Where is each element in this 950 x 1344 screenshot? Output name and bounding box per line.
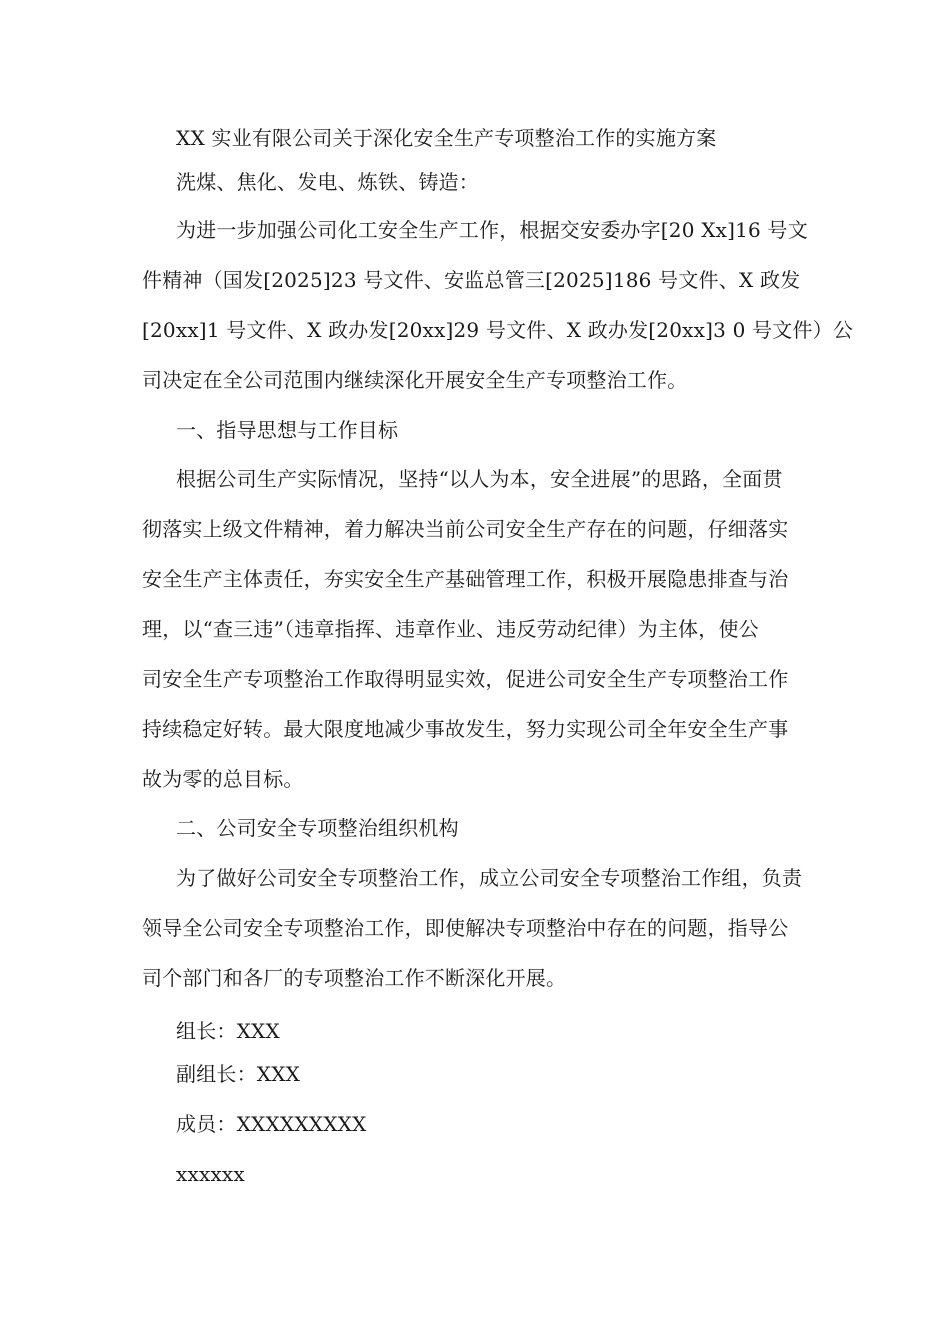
members-extra-line: xxxxxx [176,1162,245,1186]
section-1-line-7: 故为零的总目标。 [142,767,304,791]
intro-line-3: [20xx]1 号文件、X 政办发[20xx]29 号文件、X 政办发[20xx]3 0 号文件）公 [142,318,854,342]
document-title: XX 实业有限公司关于深化安全生产专项整治工作的实施方案 [176,126,717,150]
section-1-heading: 一、指导思想与工作目标 [176,418,399,442]
intro-line-1: 为进一步加强公司化工安全生产工作，根据交安委办字[20 Xx]16 号文 [176,218,808,242]
document-scope: 洗煤、焦化、发电、炼铁、铸造： [176,170,479,194]
section-2-line-2: 领导全公司安全专项整治工作，即使解决专项整治中存在的问题，指导公 [142,916,789,940]
section-1-line-2: 彻落实上级文件精神，着力解决当前公司安全生产存在的问题，仔细落实 [142,517,789,541]
section-2-line-3: 司个部门和各厂的专项整治工作不断深化开展。 [142,966,567,990]
leader-line: 组长：XXX [176,1019,280,1043]
section-1-line-3: 安全生产主体责任，夯实安全生产基础管理工作，积极开展隐患排查与治 [142,567,789,591]
section-1-line-4: 理，以“查三违”（违章指挥、违章作业、违反劳动纪律）为主体，使公 [142,617,759,641]
members-line: 成员：XXXXXXXXX [176,1112,367,1136]
section-1-line-1: 根据公司生产实际情况，坚持“以人为本，安全进展”的思路，全面贯 [176,467,783,491]
deputy-leader-line: 副组长：XXX [176,1062,301,1086]
section-2-heading: 二、公司安全专项整治组织机构 [176,816,459,840]
intro-line-4: 司决定在全公司范围内继续深化开展安全生产专项整治工作。 [142,368,688,392]
intro-line-2: 件精神（国发[2025]23 号文件、安监总管三[2025]186 号文件、X 政发 [142,268,801,292]
section-2-line-1: 为了做好公司安全专项整治工作，成立公司安全专项整治工作组，负责 [176,866,803,890]
section-1-line-5: 司安全生产专项整治工作取得明显实效，促进公司安全生产专项整治工作 [142,667,789,691]
section-1-line-6: 持续稳定好转。最大限度地减少事故发生，努力实现公司全年安全生产事 [142,717,789,741]
